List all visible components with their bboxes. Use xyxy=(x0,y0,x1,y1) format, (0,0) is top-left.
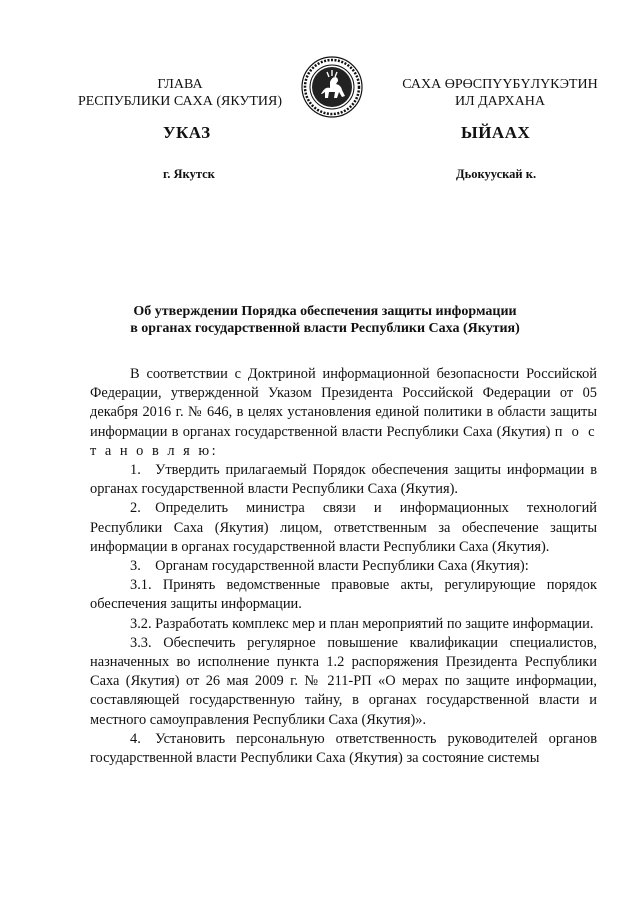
document-title xyxy=(80,303,570,337)
doc-type-ru: УКАЗ xyxy=(163,123,211,142)
header-left-block xyxy=(60,76,300,110)
doc-type-sakha: ЫЙААХ xyxy=(461,123,531,142)
paragraph-2: 2. Определить министра связи и информационных технологий Республики Саха (Якутия) лицом, ответственным за обеспечение защиты информации в органах государственной власти Республики Саха (Якутия). xyxy=(90,500,597,555)
paragraph-3-2: 3.2. Разработать комплекс мер и план мероприятий по защите информации. xyxy=(130,615,594,632)
header-right-line2: ИЛ ДАРХАНА xyxy=(454,94,545,109)
paragraph-4: 4. Установить персональную ответственность руководителей органов государственной власти Республики Саха (Якутия) за состояние системы xyxy=(90,730,597,767)
header-left-line2: РЕСПУБЛИКИ САХА (ЯКУТИЯ) xyxy=(77,94,283,109)
paragraph-3-3: 3.3. Обеспечить регулярное повышение квалификации специалистов, назначенных во исполнение пункта 1.2 распоряжения Президента Республики Саха (Якутия) от 26 мая 2009 г. № 211-РП «О мерах по защите информации, составляющей государственную тайну, в органах государственной власти и местного самоуправления Республики Саха (Якутия)». xyxy=(90,634,597,728)
intro-decree: п о с т а н о в л я ю: xyxy=(90,423,597,459)
paragraph-1: 1. Утвердить прилагаемый Порядок обеспечения защиты информации в органах государственной власти Республики Саха (Якутия). xyxy=(90,462,597,498)
title-line1: Об утверждении Порядка обеспечения защиты информации xyxy=(133,304,517,319)
document-body xyxy=(90,365,597,768)
paragraph-3: 3. Органам государственной власти Республики Саха (Якутия): xyxy=(130,558,529,575)
city-sakha: Дьокуускай к. xyxy=(456,167,537,181)
header-right-block xyxy=(382,76,618,110)
header-right-line1: САХА ӨРӨСПҮҮБҮЛҮКЭТИН xyxy=(402,77,598,92)
intro-text: В соответствии с Доктриной информационной безопасности Российской Федерации, утвержденной Указом Президента Российской Федерации от 05 декабря 2016 г. № 646, в целях установления единой политики в области защиты информации в органах государственной власти Республики Саха (Якутия) xyxy=(90,366,597,440)
city-ru: г. Якутск xyxy=(163,167,215,181)
title-line2: в органах государственной власти Республики Саха (Якутия) xyxy=(130,321,520,336)
header-left-line1: ГЛАВА xyxy=(157,77,203,92)
coat-of-arms-emblem xyxy=(301,56,363,118)
paragraph-3-1: 3.1. Принять ведомственные правовые акты, регулирующие порядок обеспечения защиты информации. xyxy=(90,577,597,613)
intro-paragraph xyxy=(90,365,597,461)
